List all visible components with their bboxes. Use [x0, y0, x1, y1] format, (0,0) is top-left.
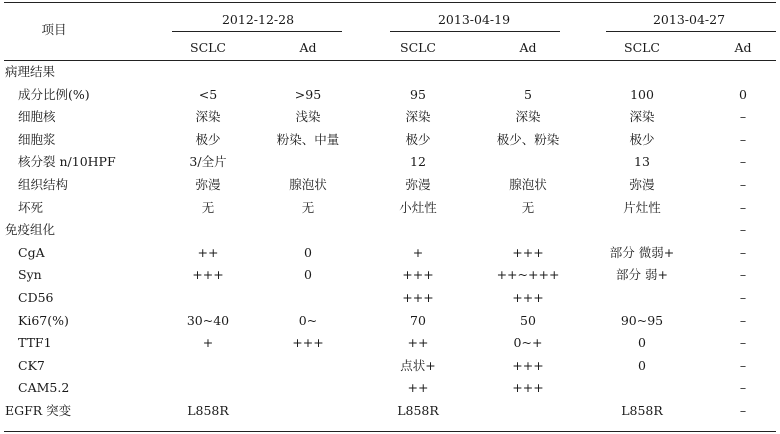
table-cell: –: [739, 154, 747, 170]
table-cell: 13: [634, 154, 650, 170]
table-cell: 0: [638, 357, 646, 373]
table-cell: 极少、粉染: [496, 131, 560, 147]
table-cell: 部分 微弱+: [609, 244, 675, 260]
header-sub-sclc-3: SCLC: [624, 40, 660, 55]
header-sub-ad-3: Ad: [734, 40, 752, 55]
row-label: 坏死: [18, 199, 44, 215]
row-label: CK7: [18, 357, 45, 373]
row-label: 核分裂 n/10HPF: [18, 154, 116, 170]
table-cell: 深染: [405, 109, 431, 125]
header-date-2: 2013-04-19: [437, 12, 511, 27]
table-cell: 弥漫: [405, 177, 431, 192]
table-cell: –: [739, 335, 747, 351]
table-cell: 点状+: [400, 357, 436, 373]
header-sub-sclc-2: SCLC: [400, 40, 436, 55]
row-label: Syn: [18, 267, 42, 283]
table-cell: 3/全片: [189, 154, 227, 170]
table-cell: 极少: [629, 131, 655, 147]
table-cell: <5: [198, 86, 218, 102]
row-label: CD56: [18, 290, 54, 305]
table-cell: 0: [304, 267, 312, 283]
header-date-3: 2013-04-27: [652, 12, 726, 27]
row-label: CAM5.2: [18, 380, 70, 396]
table-cell: +++: [192, 267, 224, 283]
table-cell: 部分 弱+: [616, 267, 668, 283]
table-cell: 无: [201, 199, 215, 215]
table-cell: ++: [197, 244, 219, 260]
table-cell: 70: [410, 312, 426, 328]
row-label: TTF1: [18, 335, 52, 351]
header-date-1: 2012-12-28: [221, 12, 295, 27]
table-cell: 5: [524, 86, 532, 102]
table-cell: 弥漫: [629, 177, 655, 192]
table-cell: 无: [521, 199, 535, 215]
table-cell: –: [739, 109, 747, 125]
date-underline-1: [172, 31, 342, 32]
table-cell: –: [739, 403, 747, 418]
table-cell: –: [739, 222, 747, 238]
header-sub-ad-1: Ad: [299, 40, 317, 55]
table-cell: ++: [407, 335, 429, 351]
row-label: 病理结果: [5, 64, 56, 79]
table-cell: 深染: [629, 109, 655, 125]
table-cell: 无: [301, 199, 315, 215]
table-cell: –: [739, 357, 747, 373]
top-rule: [4, 2, 776, 3]
table-cell: 50: [520, 312, 536, 328]
header-rule: [4, 60, 776, 61]
header-sub-sclc-1: SCLC: [190, 40, 226, 55]
table-cell: 片灶性: [623, 199, 661, 215]
table-cell: 90~95: [620, 312, 664, 328]
table-cell: 95: [410, 86, 426, 102]
table-cell: 腺泡状: [289, 177, 327, 192]
table-cell: +: [412, 244, 424, 260]
row-label: 组织结构: [18, 177, 69, 192]
table-cell: L858R: [187, 403, 229, 418]
table-cell: 12: [410, 154, 426, 170]
row-label: 成分比例(%): [18, 86, 90, 102]
table-cell: –: [739, 131, 747, 147]
row-label: 细胞核: [18, 109, 56, 125]
table-cell: +++: [512, 290, 544, 305]
table-cell: 腺泡状: [509, 177, 547, 192]
table-cell: >95: [294, 86, 322, 102]
table-cell: 0: [739, 86, 747, 102]
row-label: 免疫组化: [5, 222, 56, 238]
row-label: 细胞浆: [18, 131, 56, 147]
table-cell: 深染: [195, 109, 221, 125]
row-label: Ki67(%): [18, 312, 69, 328]
table-cell: 30~40: [186, 312, 230, 328]
bottom-rule: [4, 431, 776, 432]
date-underline-3: [606, 31, 776, 32]
header-sub-ad-2: Ad: [519, 40, 537, 55]
table-cell: +++: [292, 335, 324, 351]
date-underline-2: [390, 31, 560, 32]
table-cell: 0: [304, 244, 312, 260]
table-cell: –: [739, 267, 747, 283]
table-cell: 浅染: [295, 109, 321, 125]
table-cell: +++: [512, 244, 544, 260]
table-cell: 极少: [195, 131, 221, 147]
table-cell: +++: [512, 380, 544, 396]
table-cell: –: [739, 199, 747, 215]
row-label: CgA: [18, 244, 45, 260]
table-cell: +++: [512, 357, 544, 373]
table-cell: L858R: [621, 403, 663, 418]
table-cell: –: [739, 380, 747, 396]
table-cell: 0: [638, 335, 646, 351]
table-cell: –: [739, 177, 747, 192]
table-cell: ++: [407, 380, 429, 396]
table-cell: +++: [402, 290, 434, 305]
table-cell: 小灶性: [399, 199, 437, 215]
table-cell: 弥漫: [195, 177, 221, 192]
table-cell: –: [739, 244, 747, 260]
table-cell: 极少: [405, 131, 431, 147]
table-cell: 深染: [515, 109, 541, 125]
row-label: EGFR 突变: [5, 403, 72, 418]
table-cell: +: [202, 335, 214, 351]
table-cell: 粉染、中量: [276, 131, 340, 147]
table-cell: +++: [402, 267, 434, 283]
table-cell: 0~: [298, 312, 318, 328]
table-cell: –: [739, 312, 747, 328]
table-cell: 100: [630, 86, 654, 102]
table-cell: L858R: [397, 403, 439, 418]
header-item-label: 项目: [41, 22, 67, 37]
table-cell: 0~+: [513, 335, 543, 351]
table-cell: –: [739, 290, 747, 305]
table-cell: ++~+++: [496, 267, 560, 283]
